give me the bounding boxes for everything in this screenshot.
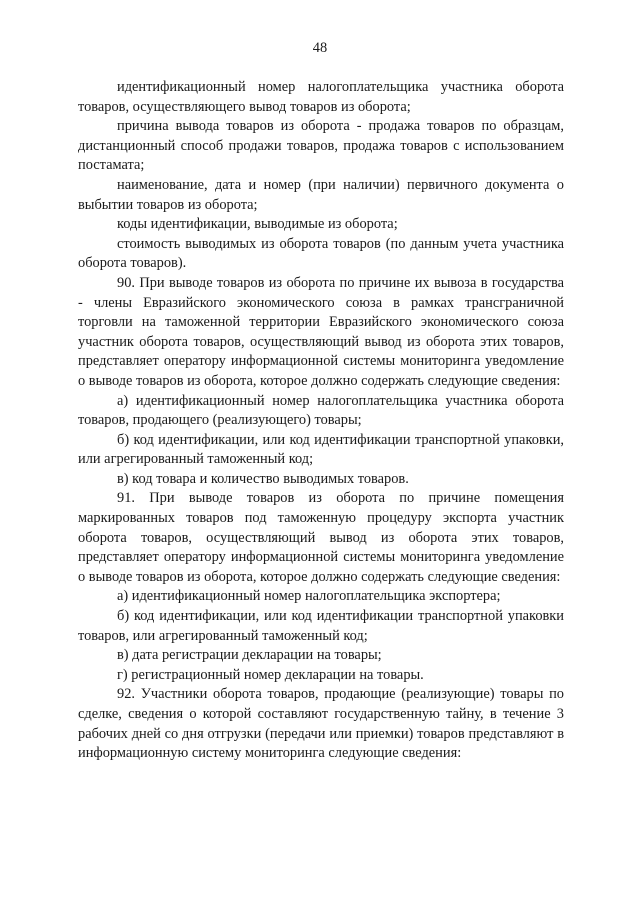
paragraph: причина вывода товаров из оборота - продажа товаров по образцам, дистанционный способ продажи товаров, продажа товаров с использованием постамата; (78, 118, 564, 174)
paragraph: б) код идентификации, или код идентификации транспортной упаковки, или агрегированный таможенный код; (78, 431, 564, 468)
paragraph: коды идентификации, выводимые из оборота; (117, 216, 398, 233)
paragraph: в) код товара и количество выводимых товаров. (117, 470, 409, 487)
paragraph: б) код идентификации, или код идентификации транспортной упаковки товаров, или агрегированный таможенный код; (78, 608, 564, 644)
page-number: 48 (312, 40, 328, 56)
paragraph: наименование, дата и номер (при наличии) первичного документа о выбытии товаров из оборота; (78, 176, 564, 213)
paragraph-clause-91: 91. При выводе товаров из оборота по причине помещения маркированных товаров под таможенную процедуру экспорта участник оборота товаров, осуществляющий вывод из оборота этих товаров, представляет оператору информационной системы мониторинга уведомление о выводе товаров из оборота, которое должно содержать следующие сведения: (78, 490, 564, 585)
paragraph-clause-92: 92. Участники оборота товаров, продающие (реализующие) товары по сделке, сведения о которой составляют государственную тайну, в течение 3 рабочих дней со дня отгрузки (передачи или приемки) товаров представляют в информационную систему мониторинга следующие сведения: (78, 686, 564, 762)
paragraph-clause-90: 90. При выводе товаров из оборота по причине их вывоза в государства - члены Евразийского экономического союза в рамках трансграничной торговли на таможенной территории Евразийского экономического союза участник оборота товаров, осуществляющий вывод из оборота этих товаров, представляет оператору информационной системы мониторинга уведомление о выводе товаров из оборота, которое должно содержать следующие сведения: (78, 274, 564, 389)
paragraph: стоимость выводимых из оборота товаров (по данным учета участника оборота товаров). (78, 235, 564, 272)
paragraph: а) идентификационный номер налогоплательщика участника оборота товаров, продающего (реализующего) товары; (78, 392, 564, 429)
paragraph: г) регистрационный номер декларации на товары. (117, 666, 424, 683)
document-body (78, 78, 564, 764)
paragraph: идентификационный номер налогоплательщика участника оборота товаров, осуществляющего вывод товаров из оборота; (78, 79, 564, 115)
paragraph: а) идентификационный номер налогоплательщика экспортера; (117, 588, 501, 605)
paragraph: в) дата регистрации декларации на товары; (117, 647, 382, 664)
